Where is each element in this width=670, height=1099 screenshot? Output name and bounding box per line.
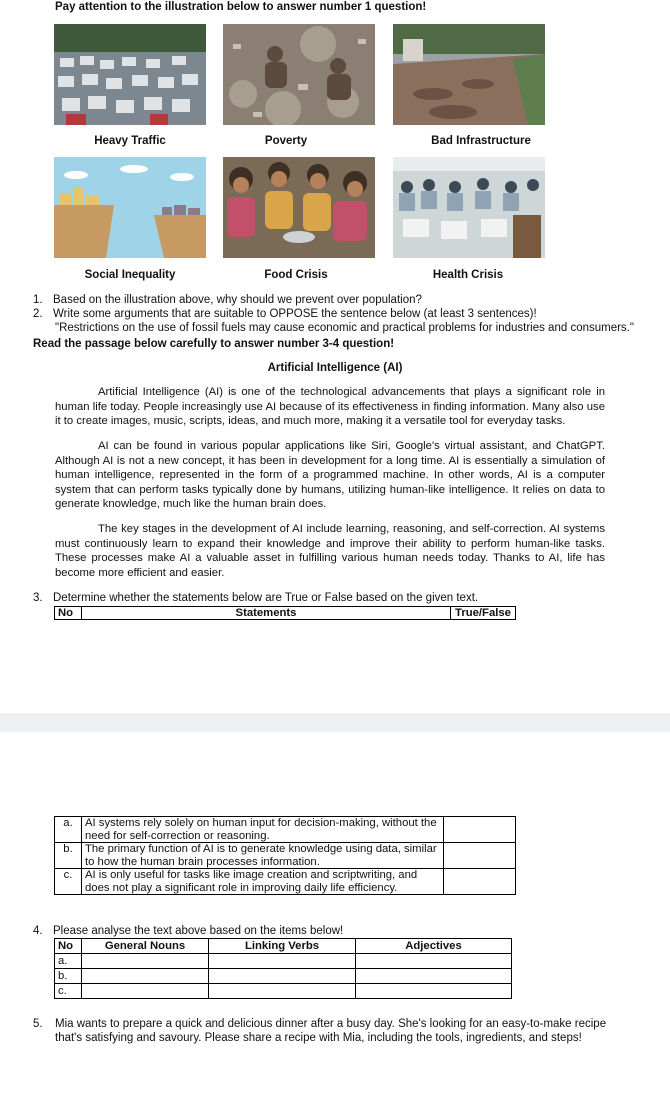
tf-header-no: No — [55, 607, 82, 620]
tf-answer-cell[interactable] — [444, 817, 516, 843]
table-row: c. — [55, 984, 512, 999]
caption-bad-infrastructure: Bad Infrastructure — [431, 135, 531, 147]
question-2-quote: "Restrictions on the use of fossil fuels may cause economic and practical problems for industries and consumers." — [55, 322, 634, 334]
analysis-header-nouns: General Nouns — [82, 939, 209, 954]
food-crisis-image — [223, 157, 375, 258]
page-break — [0, 713, 670, 732]
tf-table — [54, 816, 516, 895]
tf-answer-cell[interactable] — [444, 843, 516, 869]
health-crisis-image — [393, 157, 545, 258]
passage-paragraph-3: The key stages in the development of AI include learning, reasoning, and self-correction. AI systems must continuously learn to expand their knowledge and improve their ability to perform human-like tasks. These processes make AI a valuable asset in fulfilling various human needs today. Thanks to AI, life has become more efficient and easier. — [55, 523, 605, 579]
question-5: 5. Mia wants to prepare a quick and delicious dinner after a busy day. She's looking for an easy-to-make recipe that's satisfying and savoury. Please share a recipe with Mia, including the tools, ingredients, and steps! — [33, 1018, 607, 1044]
table-row: b. The primary function of AI is to generate knowledge using data, similar to how the human brain processes information. — [55, 843, 516, 869]
analysis-header-adjectives: Adjectives — [356, 939, 512, 954]
analysis-table — [54, 938, 512, 999]
analysis-header-no: No — [55, 939, 82, 954]
passage-title: Artificial Intelligence (AI) — [267, 362, 403, 374]
caption-food-crisis: Food Crisis — [264, 269, 328, 281]
answer-cell[interactable] — [209, 969, 356, 984]
tf-header-true-false: True/False — [451, 607, 516, 620]
bad-infrastructure-image — [393, 24, 545, 125]
table-row: a. AI systems rely solely on human input for decision-making, without the need for self-correction or reasoning. — [55, 817, 516, 843]
intro-instruction: Pay attention to the illustration below to answer number 1 question! — [55, 1, 427, 13]
caption-social-inequality: Social Inequality — [84, 269, 176, 281]
passage-paragraph-1: Artificial Intelligence (AI) is one of the technological advancements that plays a significant role in human life today. People increasingly use AI because of its effectiveness in finding information. Many also use it to create images, music, scripts, ideas, and much more, making it a versatile tool for everyday tasks. — [55, 386, 605, 427]
passage-paragraph-2: AI can be found in various popular applications like Siri, Google's virtual assistant, and ChatGPT. Although AI is not a new concept, it has been in development for a long time. AI is essentially a simulation of human intelligence, represented in the form of a programmed machine. In other words, AI is a computer system that can perform tasks typically done by humans, utilizing human-like intelligence. It relies on data to generate knowledge, much like the human brain does. — [55, 440, 605, 510]
caption-poverty: Poverty — [264, 135, 308, 147]
answer-cell[interactable] — [356, 969, 512, 984]
question-2: 2. Write some arguments that are suitable to OPPOSE the sentence below (at least 3 sentences)! — [33, 308, 537, 320]
answer-cell[interactable] — [209, 984, 356, 999]
question-1: 1. Based on the illustration above, why should we prevent over population? — [33, 294, 422, 306]
answer-cell[interactable] — [356, 954, 512, 969]
table-row: c. AI is only useful for tasks like image creation and scriptwriting, and does not play a significant role in improving daily life efficiency. — [55, 869, 516, 895]
caption-health-crisis: Health Crisis — [432, 269, 504, 281]
question-4: 4. Please analyse the text above based on the items below! — [33, 925, 344, 937]
question-3: 3. Determine whether the statements below are True or False based on the given text. — [33, 592, 479, 604]
tf-table-header — [54, 606, 516, 620]
poverty-image — [223, 24, 375, 125]
social-inequality-image — [54, 157, 206, 258]
tf-header-statements: Statements — [82, 607, 451, 620]
read-instruction: Read the passage below carefully to answer number 3-4 question! — [33, 338, 395, 350]
answer-cell[interactable] — [356, 984, 512, 999]
answer-cell[interactable] — [82, 954, 209, 969]
table-row: b. — [55, 969, 512, 984]
answer-cell[interactable] — [82, 969, 209, 984]
analysis-header-verbs: Linking Verbs — [209, 939, 356, 954]
tf-answer-cell[interactable] — [444, 869, 516, 895]
heavy-traffic-image — [54, 24, 206, 125]
answer-cell[interactable] — [82, 984, 209, 999]
caption-heavy-traffic: Heavy Traffic — [94, 135, 166, 147]
answer-cell[interactable] — [209, 954, 356, 969]
table-row: a. — [55, 954, 512, 969]
